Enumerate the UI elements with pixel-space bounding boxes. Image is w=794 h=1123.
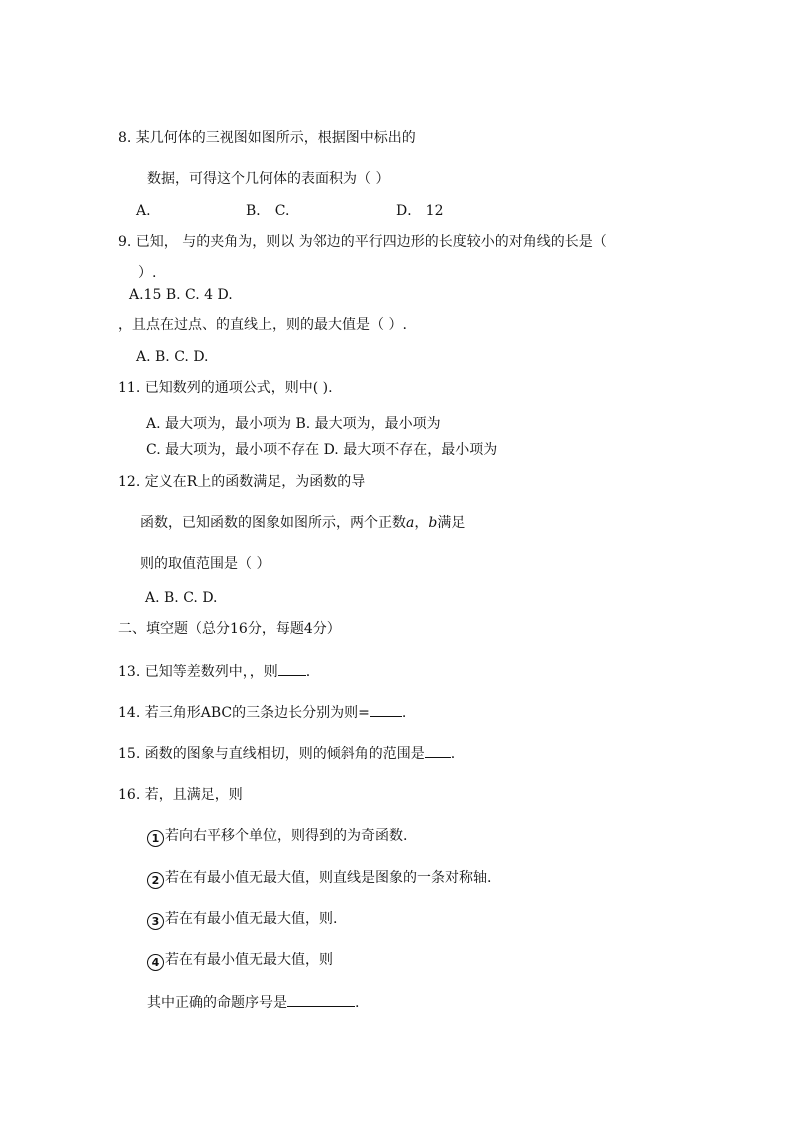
q16-statement-4 (147, 951, 333, 971)
q8-option-a: A. (136, 203, 151, 219)
q8-stem-line1: 8. 某几何体的三视图如图所示，根据图中标出的 (118, 130, 416, 146)
circled-number-2: 2 (147, 872, 164, 889)
answer-blank (425, 744, 451, 758)
q10-options: A. B. C. D. (136, 349, 209, 365)
q9-stem-line2: ）. (138, 265, 157, 281)
question-13 (118, 662, 310, 681)
period: . (401, 705, 407, 721)
q16-statement-2 (147, 869, 491, 889)
circled-number-4: 4 (147, 954, 164, 971)
answer-blank (287, 993, 355, 1007)
q12-options: A. B. C. D. (145, 590, 218, 606)
circled-number-1: 1 (147, 830, 164, 847)
period: . (450, 746, 456, 762)
question-15 (118, 744, 455, 763)
q8-option-bc: B． C. (246, 203, 290, 219)
q16-statement-1 (147, 827, 407, 847)
q8-option-d: D． 12 (396, 203, 444, 219)
q16-answer-text: 其中正确的命题序号是 (147, 995, 287, 1011)
section-2-heading: 二、填空题（总分16分，每题4分） (118, 621, 341, 637)
q9-stem-line1: 9. 已知， 与的夹角为，则以 为邻边的平行四边形的长度较小的对角线的长是（ (118, 234, 607, 250)
answer-blank (370, 703, 402, 717)
q12-line2-tail: 满足 (437, 515, 466, 531)
statement-text: 若在有最小值无最大值，则直线是图象的一条对称轴. (165, 870, 492, 886)
q9-options: A.15 B. C. 4 D. (129, 287, 233, 303)
statement-text: 若在有最小值无最大值，则. (165, 911, 338, 927)
statement-text: 若向右平移个单位，则得到的为奇函数. (165, 828, 408, 844)
q16-statement-3 (147, 910, 337, 930)
period: . (305, 664, 311, 680)
statement-text: 若在有最小值无最大值，则 (165, 952, 333, 968)
circled-number-3: 3 (147, 913, 164, 930)
q8-stem-line2: 数据，可得这个几何体的表面积为（ ） (147, 171, 390, 187)
answer-blank (278, 662, 306, 676)
q12-stem-line3: 则的取值范围是（ ） (140, 556, 271, 572)
q13-text: 13. 已知等差数列中，，则 (118, 664, 278, 680)
period: . (355, 995, 360, 1011)
q14-text: 14. 若三角形ABC的三条边长分别为则= (118, 705, 370, 721)
q11-options-cd: C. 最大项为，最小项不存在 D. 最大项不存在，最小项为 (146, 442, 498, 458)
q10-stem: ，且点在过点、的直线上，则的最大值是（ ）. (118, 317, 407, 333)
var-a: a (406, 515, 415, 531)
q11-stem: 11. 已知数列的通项公式，则中( ). (118, 380, 333, 396)
q12-stem-line1: 12. 定义在R上的函数满足，为函数的导 (118, 474, 366, 490)
q11-options-ab: A. 最大项为，最小项为 B. 最大项为，最小项为 (146, 416, 441, 432)
q12-stem-line2 (140, 514, 465, 532)
var-b: b (428, 515, 438, 531)
q16-stem: 16. 若，且满足，则 (118, 787, 243, 803)
q16-answer-line (147, 993, 359, 1012)
question-14 (118, 703, 406, 722)
q15-text: 15. 函数的图象与直线相切，则的倾斜角的范围是 (118, 746, 425, 762)
q12-line2-text: 函数，已知函数的图象如图所示，两个正数 (140, 515, 406, 531)
comma: ， (414, 515, 429, 531)
